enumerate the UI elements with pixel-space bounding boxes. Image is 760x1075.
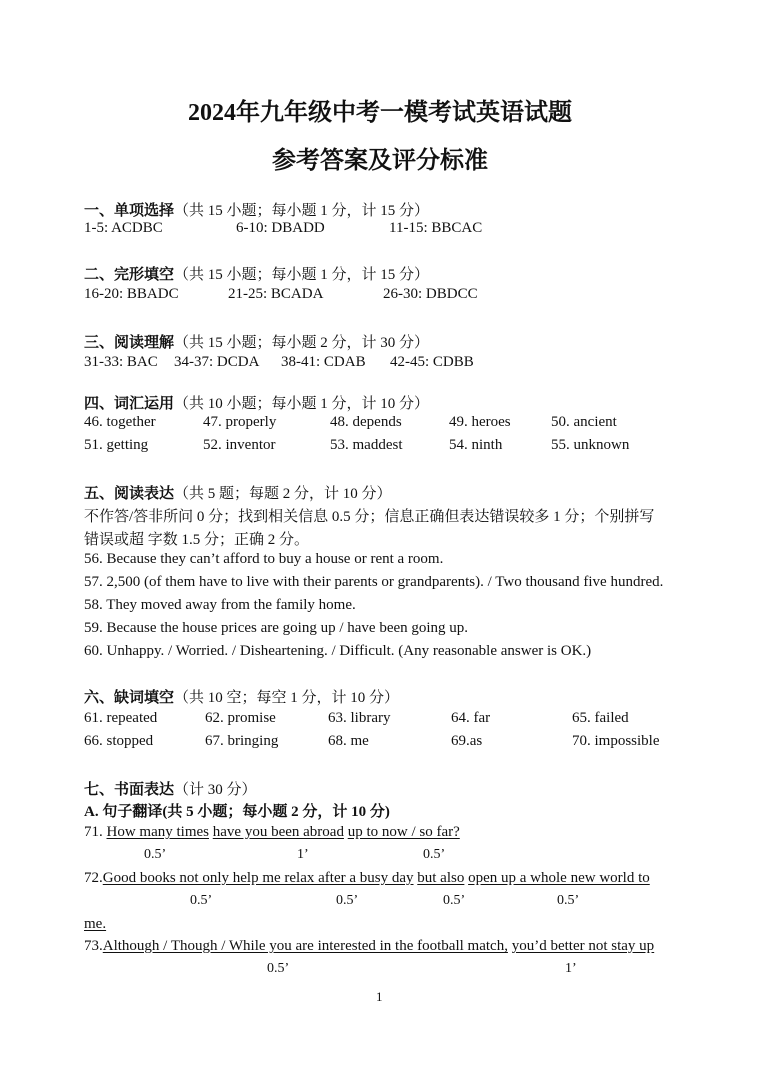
section-7-title: 七、书面表达 (84, 782, 175, 798)
cloze-answer: 63. library (328, 710, 391, 726)
scored-phrase: have you been abroad (212, 824, 344, 840)
vocab-answer: 54. ninth (449, 437, 503, 453)
section-6-heading (84, 686, 399, 707)
section-4-title: 四、词汇运用 (84, 396, 175, 412)
section-3-note: （共 15 小题；每小题 2 分，计 30 分） (174, 335, 430, 351)
vocab-answer: 48. depends (330, 414, 402, 430)
scoring-criteria: 错误或超 字数 1.5 分；正确 2 分。 (84, 532, 310, 548)
score-mark: 0.5’ (144, 847, 167, 862)
score-mark: 0.5’ (557, 893, 580, 908)
vocab-answer: 55. unknown (551, 437, 630, 453)
answer-group: 6-10: DBADD (236, 220, 325, 236)
vocab-answer: 52. inventor (203, 437, 276, 453)
score-mark: 0.5’ (267, 961, 290, 976)
section-2-heading (84, 263, 429, 284)
section-1-note: （共 15 小题；每小题 1 分，计 15 分） (174, 203, 430, 219)
section-5-heading (84, 482, 392, 503)
answer-57: 57. 2,500 (of them have to live with their parents or grandparents). / Two thousand five hundred. (84, 574, 664, 590)
answer-group: 42-45: CDBB (390, 354, 474, 370)
section-2-note: （共 15 小题；每小题 1 分，计 15 分） (174, 267, 430, 283)
cloze-answer: 67. bringing (205, 733, 279, 749)
answer-group: 34-37: DCDA (174, 354, 260, 370)
answer-group: 31-33: BAC (84, 354, 158, 370)
scored-phrase: you’d better not stay up (511, 938, 655, 954)
cloze-answer: 64. far (451, 710, 491, 726)
cloze-answer: 61. repeated (84, 710, 158, 726)
score-mark: 0.5’ (336, 893, 359, 908)
section-2-title: 二、完形填空 (84, 267, 175, 283)
answer-60: 60. Unhappy. / Worried. / Disheartening. / Difficult. (Any reasonable answer is OK.) (84, 643, 592, 659)
translation-73 (84, 938, 654, 955)
section-6-title: 六、缺词填空 (84, 690, 175, 706)
section-7-heading (84, 778, 257, 799)
section-4-heading (84, 392, 429, 413)
translation-72 (84, 870, 650, 887)
answer-group: 16-20: BBADC (84, 286, 179, 302)
cloze-answer: 65. failed (572, 710, 629, 726)
cloze-answer: 66. stopped (84, 733, 154, 749)
section-3-heading (84, 331, 429, 352)
scored-phrase: Although / Though / While you are interested in the football match, (102, 938, 508, 954)
section-4-note: （共 10 小题；每小题 1 分，计 10 分） (174, 396, 430, 412)
answer-56: 56. Because they can’t afford to buy a house or rent a room. (84, 551, 444, 567)
question-number: 72. (84, 870, 103, 886)
section-5-title: 五、阅读表达 (84, 486, 175, 502)
page-number: 1 (376, 989, 383, 1004)
answer-58: 58. They moved away from the family home. (84, 597, 356, 613)
cloze-answer: 68. me (328, 733, 369, 749)
scored-phrase: but also (417, 870, 465, 886)
score-mark: 0.5’ (423, 847, 446, 862)
scoring-criteria: 不作答/答非所问 0 分；找到相关信息 0.5 分；信息正确但表达错误较多 1 分；个别拼写 (84, 509, 655, 525)
section-6-note: （共 10 空；每空 1 分，计 10 分） (174, 690, 400, 706)
vocab-answer: 50. ancient (551, 414, 617, 430)
answer-group: 38-41: CDAB (281, 354, 366, 370)
question-number: 71. (84, 824, 107, 840)
section-5-note: （共 5 题；每题 2 分，计 10 分） (174, 486, 392, 502)
vocab-answer: 47. properly (203, 414, 277, 430)
vocab-answer: 46. together (84, 414, 156, 430)
score-mark: 0.5’ (443, 893, 466, 908)
score-mark: 1’ (297, 847, 309, 862)
section-1-title: 一、单项选择 (84, 203, 175, 219)
question-number: 73. (84, 938, 103, 954)
translation-71 (84, 824, 460, 841)
translation-subheading: A. 句子翻译(共 5 小题；每小题 2 分，计 10 分) (84, 804, 390, 820)
answer-group: 11-15: BBCAC (389, 220, 483, 236)
scored-phrase: open up a whole new world to (468, 870, 650, 886)
vocab-answer: 49. heroes (449, 414, 511, 430)
cloze-answer: 70. impossible (572, 733, 660, 749)
section-1-heading (84, 199, 429, 220)
vocab-answer: 53. maddest (330, 437, 403, 453)
cloze-answer: 62. promise (205, 710, 276, 726)
cloze-answer: 69.as (451, 733, 483, 749)
answer-group: 21-25: BCADA (228, 286, 324, 302)
answer-59: 59. Because the house prices are going up / have been going up. (84, 620, 469, 636)
answer-group: 26-30: DBDCC (383, 286, 478, 302)
answer-group: 1-5: ACDBC (84, 220, 163, 236)
section-7-note: （计 30 分） (174, 782, 257, 798)
document-subtitle: 参考答案及评分标准 (272, 148, 488, 174)
scored-phrase: Good books not only help me relax after a busy day (102, 870, 414, 886)
score-mark: 0.5’ (190, 893, 213, 908)
section-3-title: 三、阅读理解 (84, 335, 175, 351)
scored-phrase: How many times (106, 824, 209, 840)
score-mark: 1’ (565, 961, 577, 976)
document-title: 2024年九年级中考一模考试英语试题 (188, 100, 572, 126)
vocab-answer: 51. getting (84, 437, 149, 453)
scored-phrase: up to now / so far? (347, 824, 460, 840)
translation-72-continued: me. (84, 916, 107, 932)
